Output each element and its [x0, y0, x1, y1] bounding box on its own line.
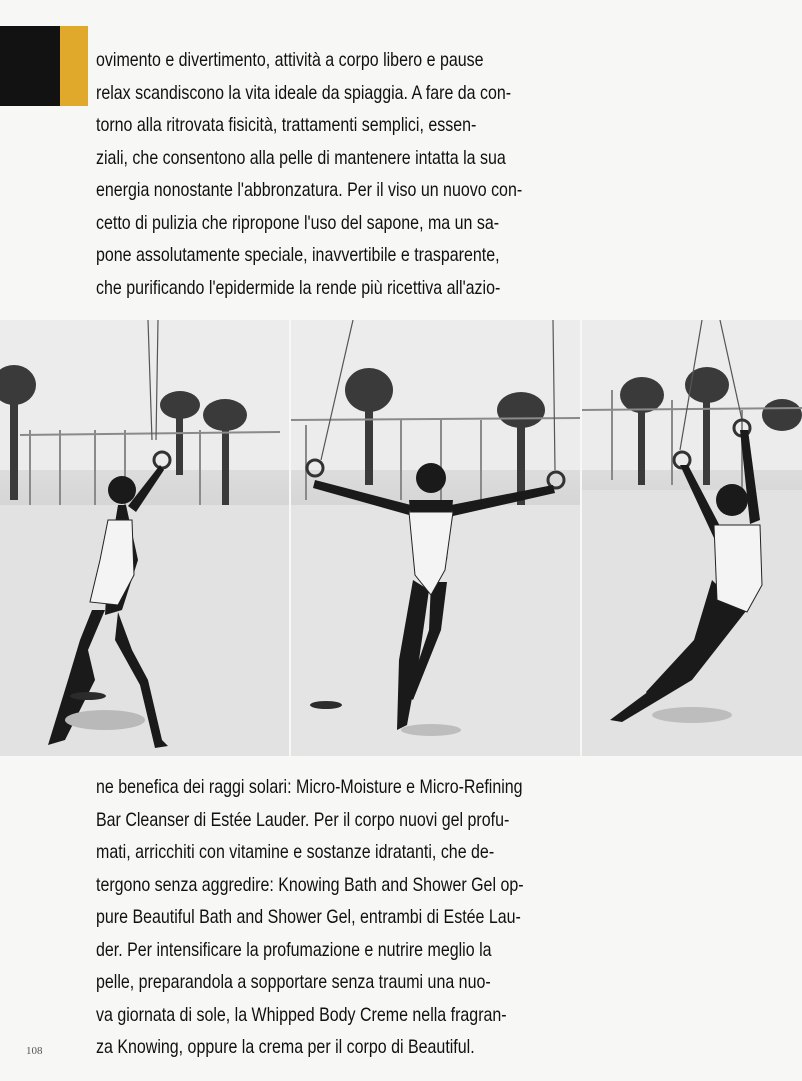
text-line: za Knowing, oppure la crema per il corpo di Beautiful. [96, 1036, 475, 1058]
text-line: Bar Cleanser di Estée Lauder. Per il corpo nuovi gel profu- [96, 808, 510, 831]
text-line: tergono senza aggredire: Knowing Bath and Shower Gel op- [96, 873, 524, 896]
photo-gymnast-center [291, 320, 580, 756]
article-bottom-paragraph [96, 771, 524, 1064]
photo-strip [0, 320, 802, 756]
text-line: che purificando l'epidermide la rende più ricettiva all'azio- [96, 276, 501, 299]
dropcap-letter [0, 12, 88, 124]
text-line: va giornata di sole, la Whipped Body Creme nella fragran- [96, 1003, 507, 1026]
text-line: ovimento e divertimento, attività a corpo libero e pause [96, 49, 484, 71]
photo-gymnast-left [0, 320, 289, 756]
page-number: 108 [26, 1045, 43, 1057]
text-line: pure Beautiful Bath and Shower Gel, entrambi di Estée Lau- [96, 906, 521, 928]
photo-gymnast-right [582, 320, 802, 756]
text-line: ziali, che consentono alla pelle di mantenere intatta la sua [96, 146, 506, 169]
text-line: torno alla ritrovata fisicità, trattamenti semplici, essen- [96, 114, 477, 136]
text-line: relax scandiscono la vita ideale da spiaggia. A fare da con- [96, 81, 512, 104]
text-line: cetto di pulizia che ripropone l'uso del sapone, ma un sa- [96, 211, 500, 234]
dropcap-m [0, 26, 88, 106]
text-line: mati, arricchiti con vitamine e sostanze idratanti, che de- [96, 841, 495, 863]
text-line: ne benefica dei raggi solari: Micro-Moisture e Micro-Refining [96, 776, 523, 798]
text-line: pelle, preparandola a sopportare senza traumi una nuo- [96, 971, 491, 993]
text-line: pone assolutamente speciale, inavvertibile e trasparente, [96, 244, 500, 266]
article-top-paragraph [96, 44, 523, 304]
text-line: energia nonostante l'abbronzatura. Per il viso un nuovo con- [96, 179, 523, 201]
text-line: der. Per intensificare la profumazione e nutrire meglio la [96, 938, 492, 961]
